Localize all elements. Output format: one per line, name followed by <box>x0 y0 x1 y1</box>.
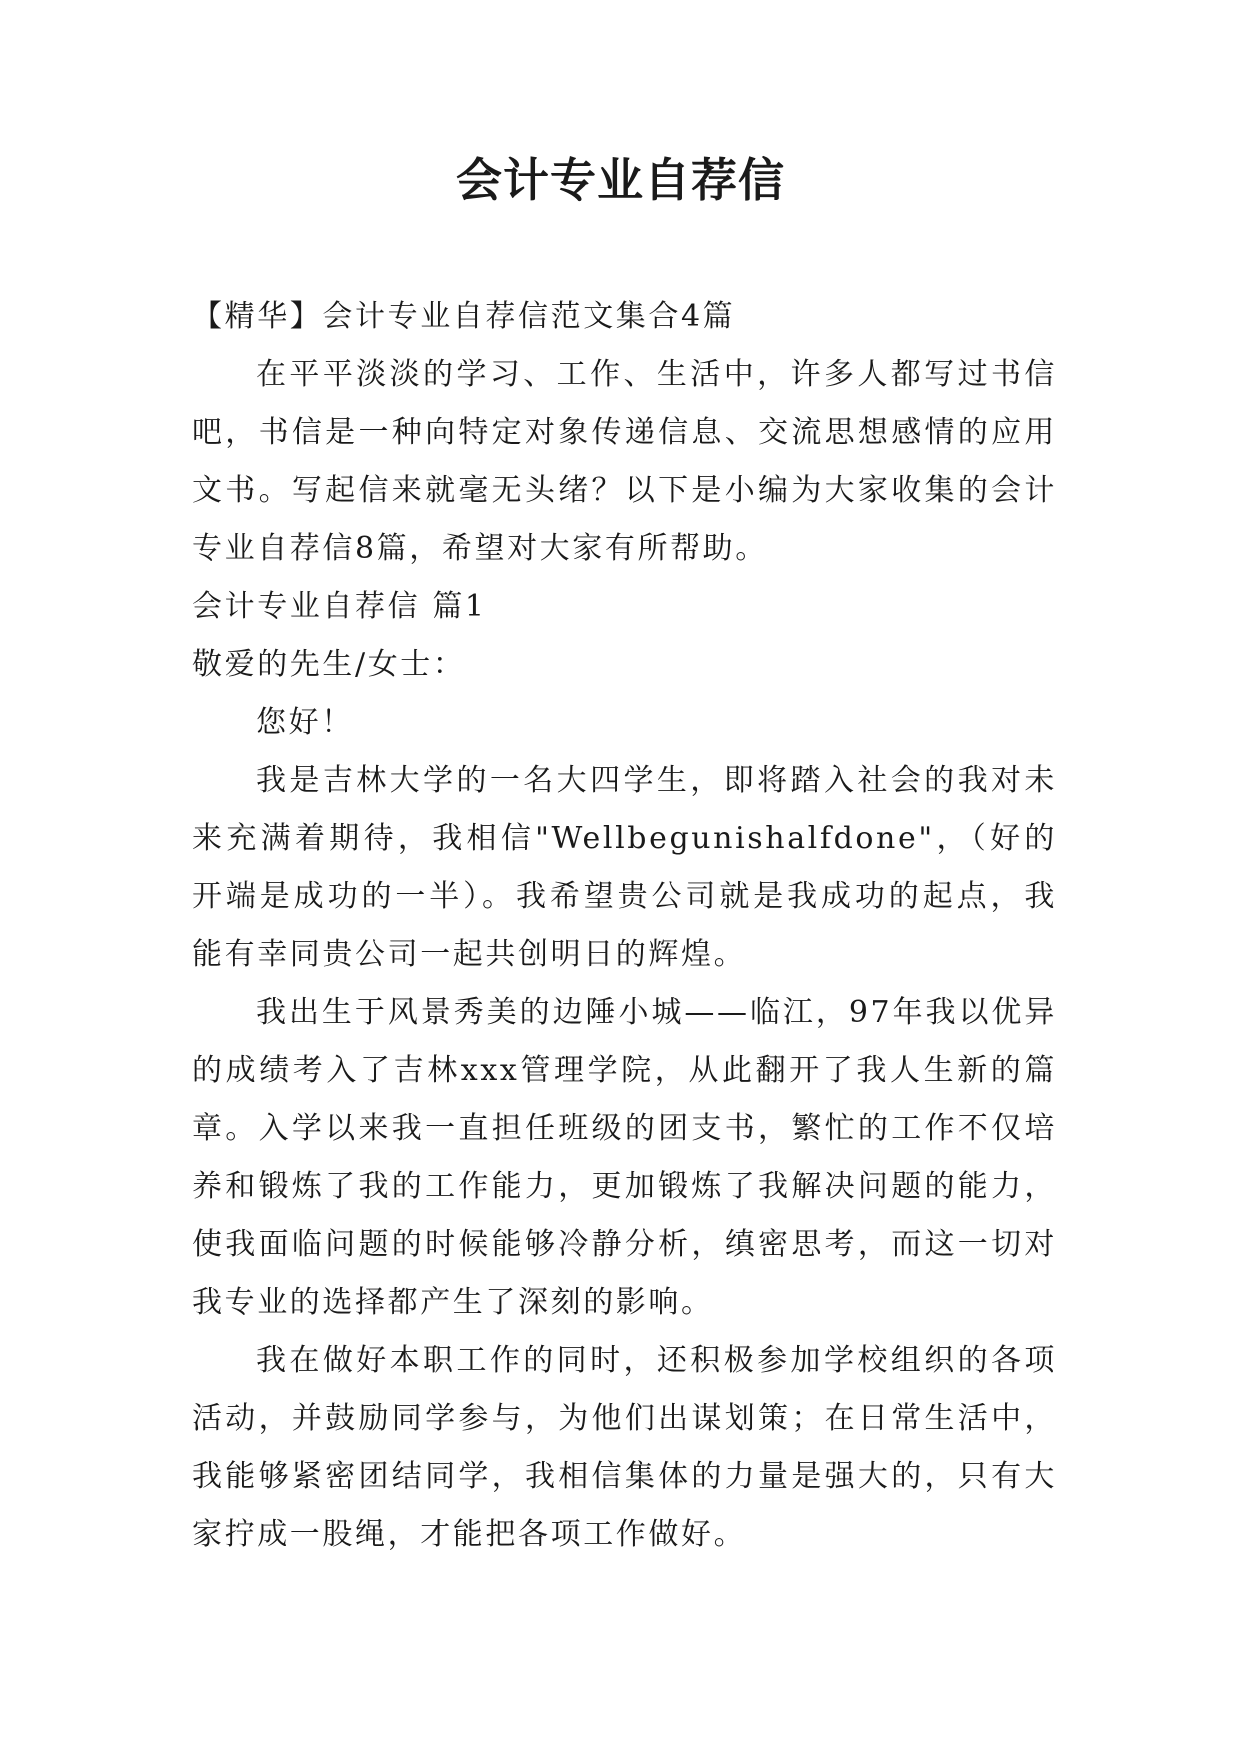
salutation: 敬爱的先生/女士： <box>192 647 466 682</box>
document-title: 会计专业自荐信 <box>456 153 785 207</box>
body-paragraph: 我是吉林大学的一名大四学生，即将踏入社会的我对未来充满着期待，我相信"Wellbegunishalfdone"，（好的开端是成功的一半）。我希望贵公司就是我成功的起点，我能有幸同贵公司一起共创明日的辉煌。 <box>192 763 1057 972</box>
greeting: 您好！ <box>256 705 354 740</box>
body-paragraph: 我出生于风景秀美的边陲小城——临江，97年我以优异的成绩考入了吉林xxx管理学院，从此翻开了我人生新的篇章。入学以来我一直担任班级的团支书，繁忙的工作不仅培养和锻炼了我的工作能力，更加锻炼了我解决问题的能力，使我面临问题的时候能够冷静分析，缜密思考，而这一切对我专业的选择都产生了深刻的影响。 <box>192 995 1057 1320</box>
document-subtitle: 【精华】会计专业自荐信范文集合4篇 <box>192 299 736 334</box>
document-body <box>192 288 1057 1564</box>
section-heading: 会计专业自荐信 篇1 <box>192 589 487 624</box>
body-paragraph: 我在做好本职工作的同时，还积极参加学校组织的各项活动，并鼓励同学参与，为他们出谋划策；在日常生活中，我能够紧密团结同学，我相信集体的力量是强大的，只有大家拧成一股绳，才能把各项工作做好。 <box>192 1343 1057 1552</box>
intro-paragraph: 在平平淡淡的学习、工作、生活中，许多人都写过书信吧，书信是一种向特定对象传递信息、交流思想感情的应用文书。写起信来就毫无头绪？以下是小编为大家收集的会计专业自荐信8篇，希望对大家有所帮助。 <box>192 357 1057 566</box>
